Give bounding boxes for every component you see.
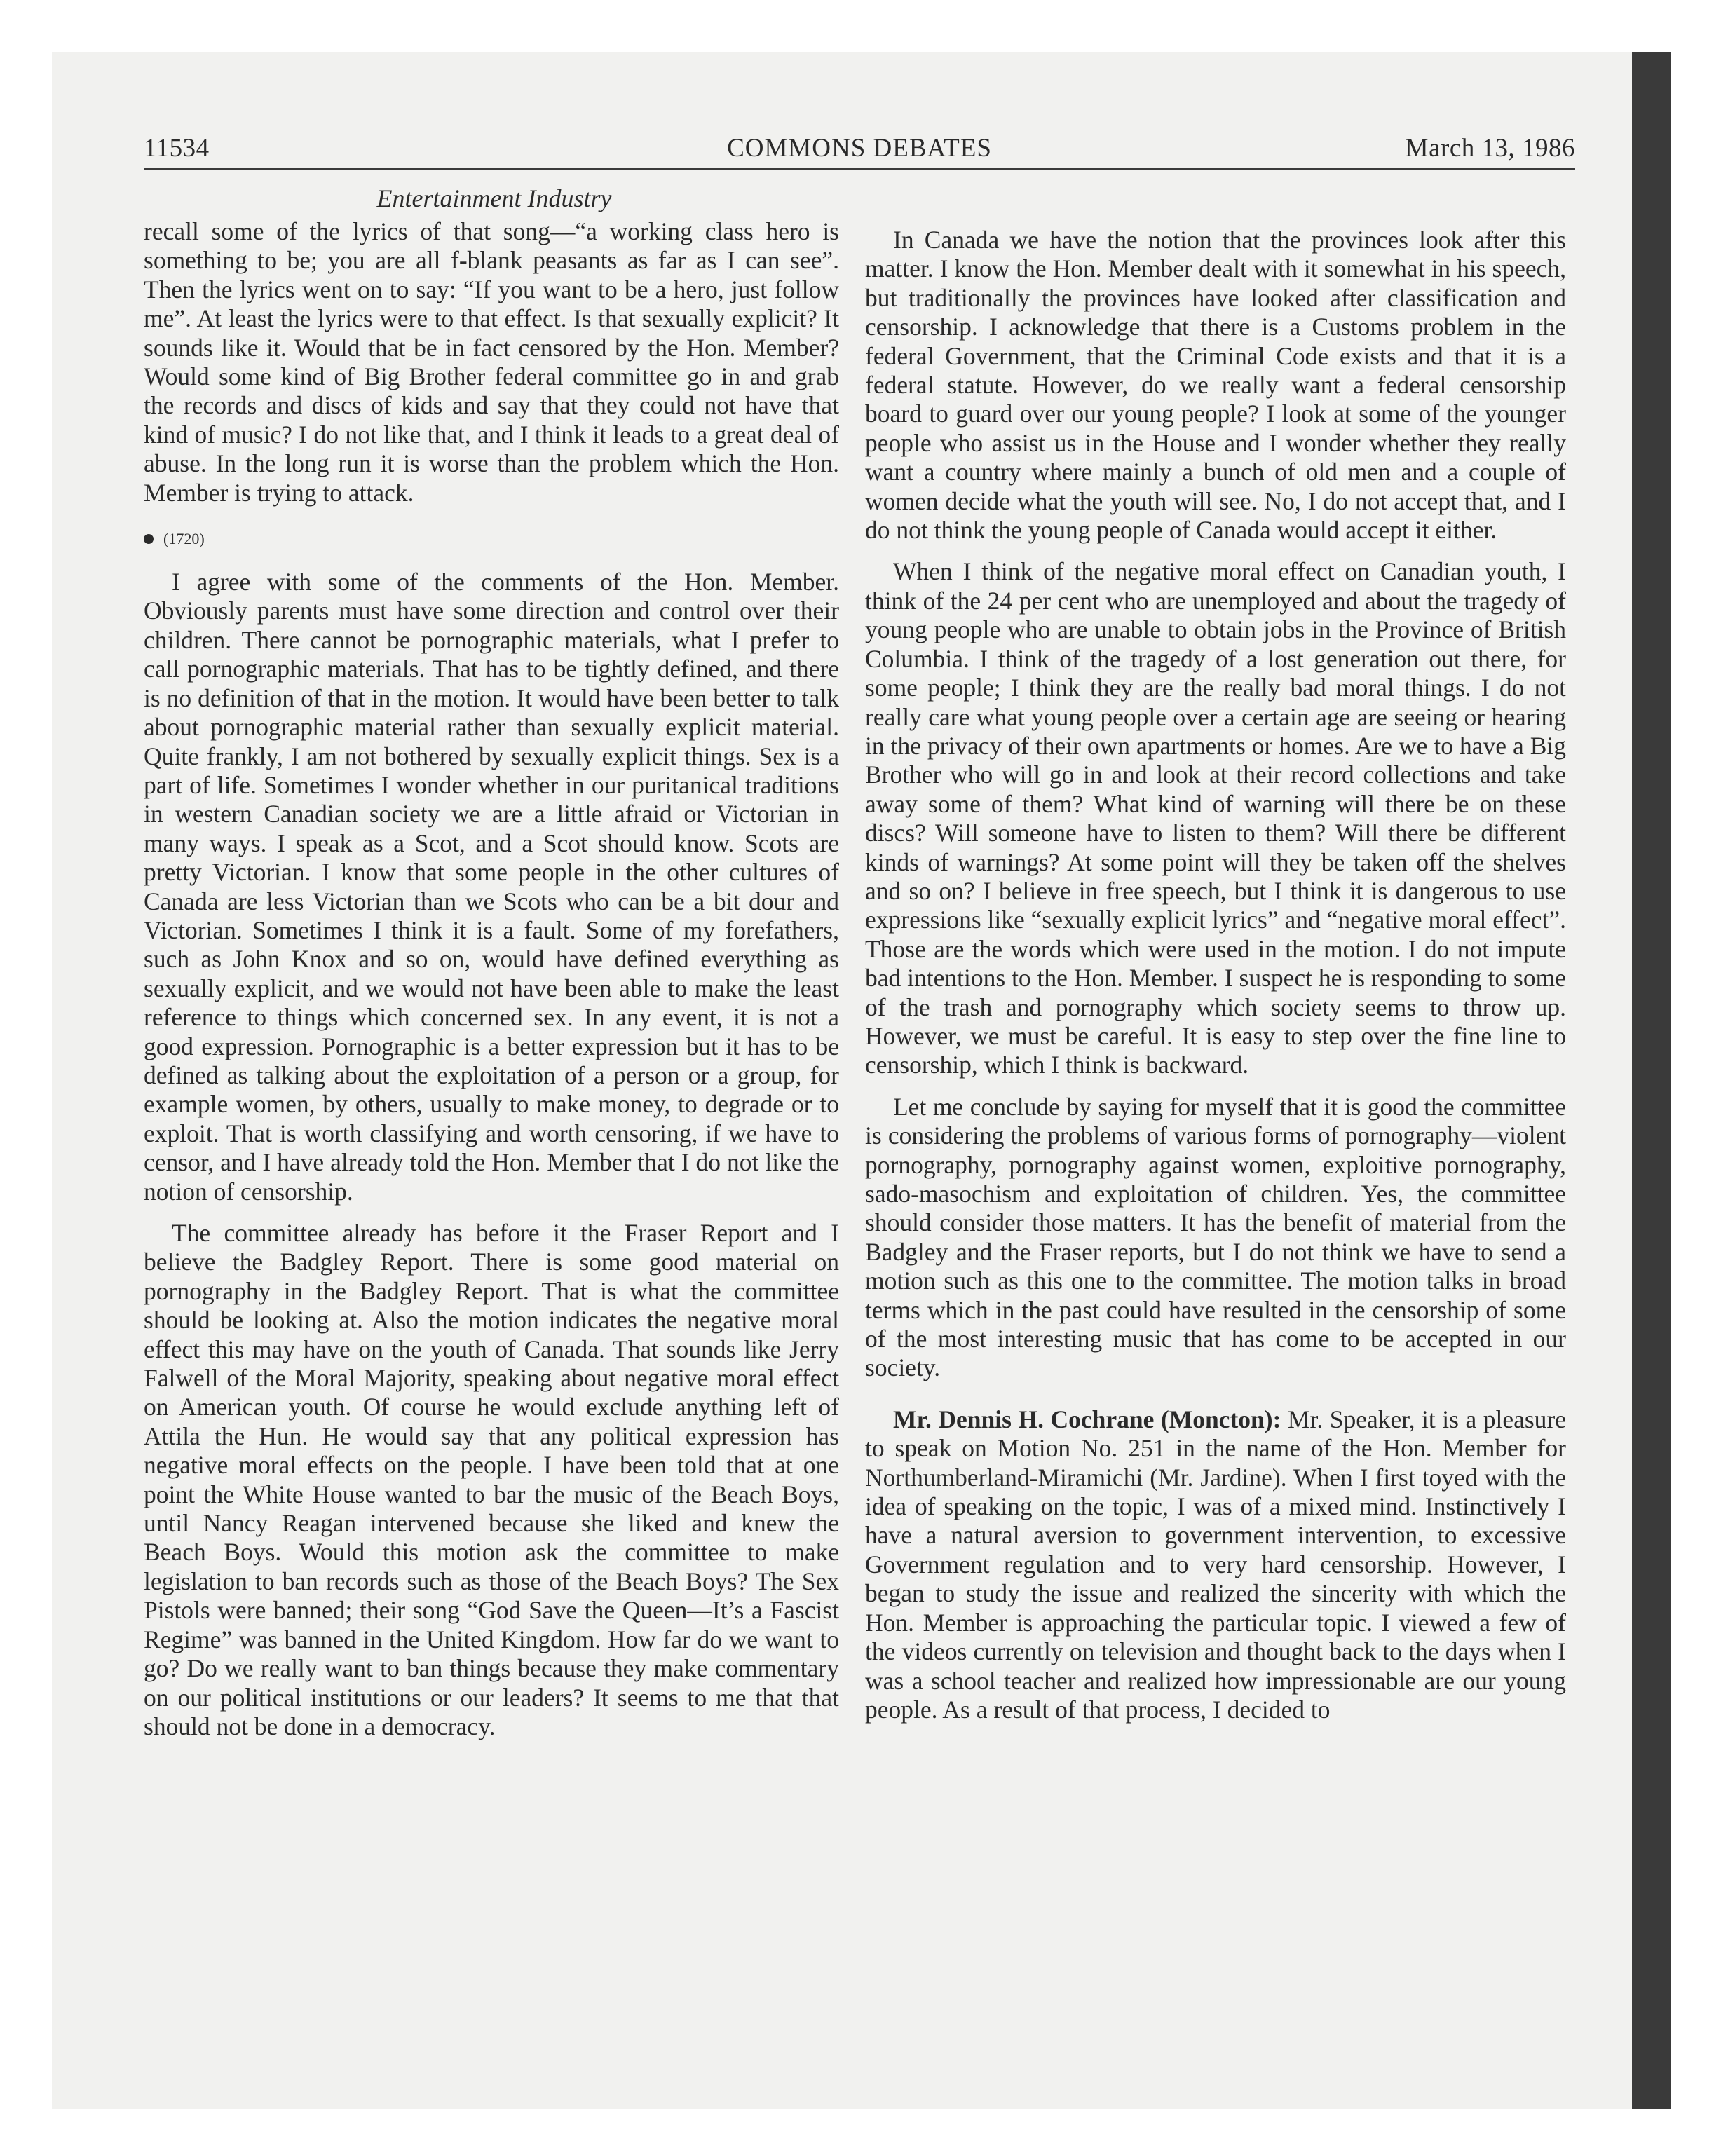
paragraph: I agree with some of the comments of the Hon. Member. Obviously parents must have some direction and control over their children. There cannot be pornographic materials, what I prefer to call pornographic materials. That has to be tightly defined, and there is no definition of that in the motion. It would have been better to talk about pornographic material rather than sexually explicit material. Quite frankly, I am not bothered by sexually explicit things. Sex is a part of life. Sometimes I wonder whether in our puritanical traditions in western Canadian society we are a little afraid or Victorian in many ways. I speak as a Scot, and a Scot should know. Scots are pretty Victorian. I know that some people in the other cultures of Canada are less Victorian than we Scots who can be a bit dour and Victorian. Sometimes I think it is a fault. Some of my forefathers, such as John Knox and so on, would have defined everything as sexually explicit, and we would not have been able to make the least reference to things which concerned sex. In any event, it is not a good expression. Pornographic is a better expression but it has to be defined as talking about the exploitation of a person or a group, for example women, by others, usually to make money, to degrade or to exploit. That is worth classifying and worth censoring, if we have to censor, and I have already told the Hon. Member that I do not like the notion of censorship. — [144, 568, 839, 1206]
bullet-icon — [144, 534, 154, 544]
paragraph: When I think of the negative moral effect on Canadian youth, I think of the 24 per cent who are unemployed and about the tragedy of young people who are unable to obtain jobs in the Province of British Columbia. I think of the tragedy of a lost generation out there, for some people; I think they are the really bad moral things. I do not really care what young people over a certain age are seeing or hearing in the privacy of their own apartments or homes. Are we to have a Big Brother who will go in and look at their record collections and take away some of them? What kind of warning will there be on these discs? Will someone have to listen to them? Will there be different kinds of warnings? At some point will they be taken off the shelves and so on? I believe in free speech, but I think it is dangerous to use expressions like “sexually explicit lyrics” and “negative moral effect”. Those are the words which were used in the motion. I do not impute bad intentions to the Hon. Member. I suspect he is responding to some of the trash and pornography which society seems to throw up. However, we must be careful. It is easy to step over the fine line to censorship, which I think is backward. — [865, 557, 1566, 1079]
page-number: 11534 — [144, 134, 210, 163]
section-title: Entertainment Industry — [376, 184, 612, 212]
left-column — [144, 217, 839, 1741]
speech-text: Mr. Speaker, it is a pleasure to speak on Motion No. 251 in the name of the Hon. Member for Northumberland-Miramichi (Mr. Jardine). When I first toyed with the idea of speaking on the topic, I was of a mixed mind. Instinctively I have a natural aversion to government intervention, to excessive Government regulation and to very hard censorship. However, I began to study the issue and realized the sincerity with which the Hon. Member is approaching the particular topic. I viewed a few of the videos currently on television and thought back to the days when I was a school teacher and realized how impressionable are our young people. As a result of that process, I decided to — [865, 1405, 1566, 1724]
paragraph: recall some of the lyrics of that song—“a working class hero is something to be; you are all f-blank peasants as far as I can see”. Then the lyrics went on to say: “If you want to be a hero, just follow me”. At least the lyrics were to that effect. Is that sexually explicit? It sounds like it. Would that be in fact censored by the Hon. Member? Would some kind of Big Brother federal committee go in and grab the records and discs of kids and say that they could not have that kind of music? I do not like that, and I think it leads to a great deal of abuse. In the long run it is worse than the problem which the Hon. Member is trying to attack. — [144, 217, 839, 507]
header-rule — [144, 168, 1575, 170]
paragraph: The committee already has before it the Fraser Report and I believe the Badgley Report. There is some good material on pornography in the Badgley Report. That is what the committee should be looking at. Also the motion indicates the negative moral effect this may have on the youth of Canada. That sounds like Jerry Falwell of the Moral Majority, speaking about negative moral effect on American youth. Of course he would exclude anything left of Attila the Hun. He would say that any political expression has negative moral effects on the people. I have been told that at one point the White House wanted to bar the music of the Beach Boys, until Nancy Reagan intervened because she liked and knew the Beach Boys. Would this motion ask the committee to make legislation to ban records such as those of the Beach Boys? The Sex Pistols were banned; their song “God Save the Queen—It’s a Fascist Regime” was banned in the United Kingdom. How far do we want to go? Do we really want to ban things because they make commentary on our political institutions or our leaders? It seems to me that that should not be done in a democracy. — [144, 1219, 839, 1740]
paragraph: In Canada we have the notion that the provinces look after this matter. I know the Hon. Member dealt with it somewhat in his speech, but traditionally the provinces have looked after classification and censorship. I acknowledge that there is a Customs problem in the federal Government, that the Criminal Code exists and that it is a federal statute. However, do we really want a federal censorship board to guard over our young people? I look at some of the younger people who assist us in the House and I wonder whether they really want a country where mainly a bunch of old men and a couple of women decide what the youth will see. No, I do not accept that, and I do not think the young people of Canada would accept it either. — [865, 226, 1566, 545]
page-edge-shadow — [1632, 52, 1671, 2109]
right-column — [865, 226, 1566, 1724]
speaker-name: Mr. Dennis H. Cochrane (Moncton): — [893, 1405, 1281, 1433]
page-header — [144, 133, 1575, 168]
time-marker — [144, 528, 839, 550]
speech-paragraph — [865, 1405, 1566, 1724]
paragraph: Let me conclude by saying for myself that it is good the committee is considering the problems of various forms of pornography—violent pornography, pornography against women, exploitive pornography, sado-masochism and exploitation of children. Yes, the committee should consider those matters. It has the benefit of material from the Badgley and the Fraser reports, but I do not think we have to send a motion such as this one to the committee. The motion talks in broad terms which in the past could have resulted in the censorship of some of the most interesting music that has come to be accepted in our society. — [865, 1092, 1566, 1382]
issue-date: March 13, 1986 — [1405, 134, 1575, 163]
publication-title: COMMONS DEBATES — [727, 134, 992, 163]
time-marker-text: (1720) — [163, 530, 205, 548]
